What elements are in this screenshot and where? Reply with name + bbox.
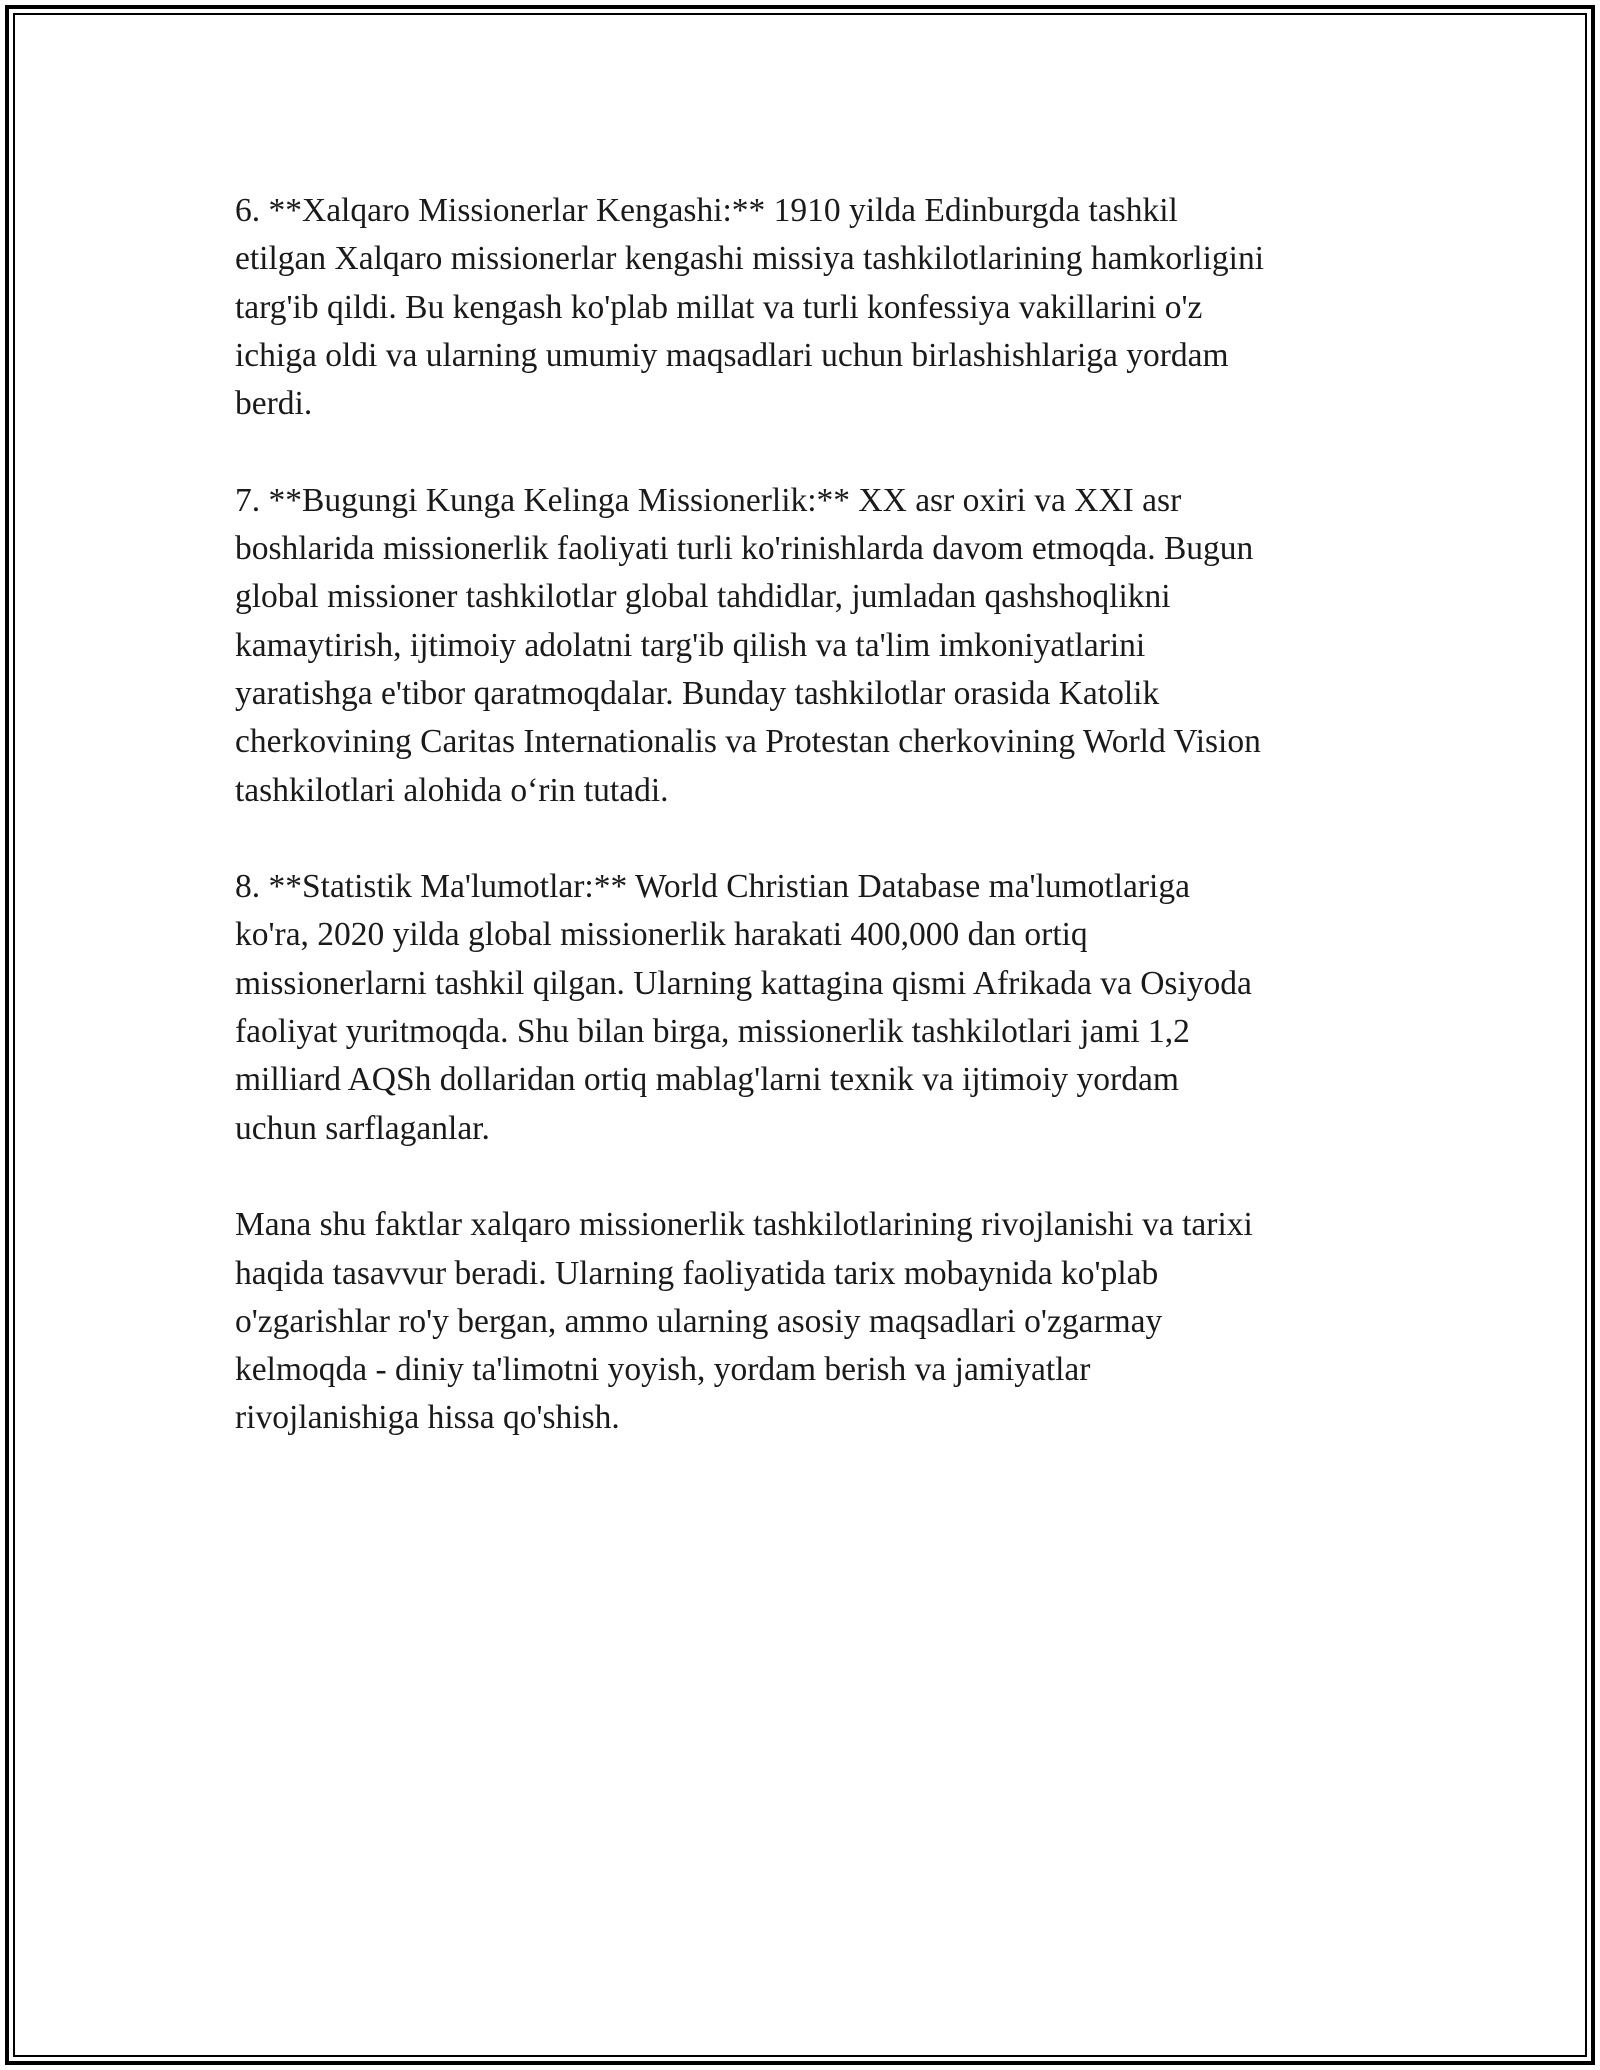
paragraph-modern-missionary-work: 7. **Bugungi Kunga Kelinga Missionerlik:** XX asr oxiri va XXI asr boshlarida missionerlik faoliyati turli ko'rinishlarda davom etmoqda. Bugun global missioner tashkilotlar global tahdidlar, jumladan qashshoqlikni kamaytirish, ijtimoiy adolatni targ'ib qilish va ta'lim imkoniyatlarini yaratishga e'tibor qaratmoqdalar. Bunday tashkilotlar orasida Katolik cherkovining Caritas Internationalis va Protestan cherkovining World Vision tashkilotlari alohida oʻrin tutadi. xyxy=(235,481,1261,809)
paragraph-international-missionary-council: 6. **Xalqaro Missionerlar Kengashi:** 1910 yilda Edinburgda tashkil etilgan Xalqaro missionerlar kengashi missiya tashkilotlarining hamkorligini targ'ib qildi. Bu kengash ko'plab millat va turli konfessiya vakillarini o'z ichiga oldi va ularning umumiy maqsadlari uchun birlashishlariga yordam berdi. xyxy=(235,192,1264,423)
paragraph-statistics: 8. **Statistik Ma'lumotlar:** World Christian Database ma'lumotlariga ko'ra, 2020 yilda global missionerlik harakati 400,000 dan ortiq missionerlarni tashkil qilgan. Ularning kattagina qismi Afrikada va Osiyoda faoliyat yuritmoqda. Shu bilan birga, missionerlik tashkilotlari jami 1,2 milliard AQSh dollaridan ortiq mablag'larni texnik va ijtimoiy yordam uchun sarflaganlar. xyxy=(235,868,1252,1147)
document-body xyxy=(235,187,1385,1491)
paragraph-conclusion: Mana shu faktlar xalqaro missionerlik tashkilotlarining rivojlanishi va tarixi haqida tasavvur beradi. Ularning faoliyatida tarix mobaynida ko'plab o'zgarishlar ro'y bergan, ammo ularning asosiy maqsadlari o'zgarmay kelmoqda - diniy ta'limotni yoyish, yordam berish va jamiyatlar rivojlanishiga hissa qo'shish. xyxy=(235,1206,1253,1437)
